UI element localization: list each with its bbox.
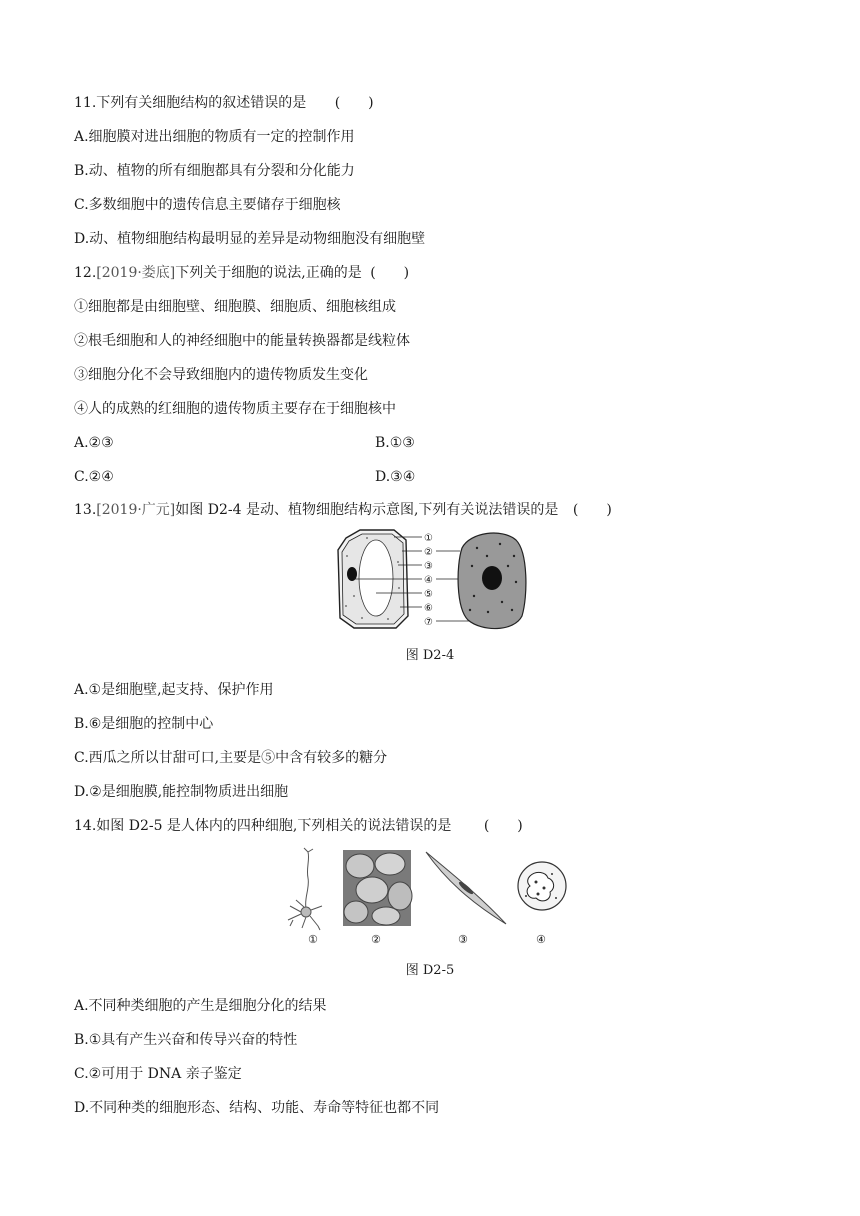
q12-option-a: A.②③	[74, 435, 114, 451]
q13-option-a: A.①是细胞壁,起支持、保护作用	[74, 682, 274, 698]
q11-option-a: A.细胞膜对进出细胞的物质有一定的控制作用	[74, 129, 355, 145]
vacuole	[359, 540, 393, 616]
q12-statement-4: ④人的成熟的红细胞的遗传物质主要存在于细胞核中	[74, 401, 396, 417]
figure-caption-d2-5: 图 D2-5	[405, 963, 455, 978]
label-4: ④	[424, 575, 433, 586]
cell-structure-figure	[332, 526, 532, 634]
q14-stem: 14.如图 D2-5 是人体内的四种细胞,下列相关的说法错误的是 ( )	[74, 818, 523, 834]
label-6: ⑥	[424, 603, 433, 614]
q12-stem: 12.[2019·娄底]下列关于细胞的说法,正确的是 ( )	[74, 265, 410, 281]
animal-nucleus	[482, 566, 502, 590]
figure-caption-d2-4: 图 D2-4	[405, 648, 455, 663]
label-2: ②	[424, 547, 433, 558]
red-blood-cells-image	[343, 850, 412, 926]
muscle-cell-image	[426, 852, 506, 924]
q12-option-b: B.①③	[375, 435, 415, 451]
answer-bracket: ( )	[370, 265, 410, 281]
q12-option-c: C.②④	[74, 469, 114, 485]
answer-bracket: ( )	[483, 818, 523, 834]
q13-option-d: D.②是细胞膜,能控制物质进出细胞	[74, 784, 289, 800]
label-3: ③	[424, 561, 433, 572]
q12-statement-1: ①细胞都是由细胞壁、细胞膜、细胞质、细胞核组成	[74, 299, 396, 315]
q14-option-a: A.不同种类细胞的产生是细胞分化的结果	[74, 998, 327, 1014]
fig5-label-1: ①	[308, 933, 318, 946]
source-tag: [2019·娄底]	[96, 265, 176, 281]
label-7: ⑦	[424, 617, 433, 628]
fig5-label-4: ④	[536, 933, 546, 946]
q11-stem: 11.下列有关细胞结构的叙述错误的是 ( )	[74, 95, 374, 111]
q11-option-d: D.动、植物细胞结构最明显的差异是动物细胞没有细胞壁	[74, 231, 426, 247]
fig5-label-2: ②	[371, 933, 381, 946]
neuron-cell-image	[288, 848, 322, 930]
fig5-label-3: ③	[458, 933, 468, 946]
q11-option-c: C.多数细胞中的遗传信息主要储存于细胞核	[74, 197, 341, 213]
q12-statement-3: ③细胞分化不会导致细胞内的遗传物质发生变化	[74, 367, 368, 383]
label-5: ⑤	[424, 589, 433, 600]
answer-bracket: ( )	[572, 502, 612, 518]
q13-option-c: C.西瓜之所以甘甜可口,主要是⑤中含有较多的糖分	[74, 750, 388, 766]
human-cells-figure	[280, 846, 580, 946]
q13-stem: 13.[2019·广元]如图 D2-4 是动、植物细胞结构示意图,下列有关说法错误的是 ( )	[74, 502, 612, 518]
q12-option-d: D.③④	[375, 469, 416, 485]
label-1: ①	[424, 533, 433, 544]
q13-option-b: B.⑥是细胞的控制中心	[74, 716, 214, 732]
q12-statement-2: ②根毛细胞和人的神经细胞中的能量转换器都是线粒体	[74, 333, 410, 349]
white-blood-cell-image	[518, 862, 566, 910]
q11-option-b: B.动、植物的所有细胞都具有分裂和分化能力	[74, 163, 355, 179]
q14-option-b: B.①具有产生兴奋和传导兴奋的特性	[74, 1032, 298, 1048]
answer-bracket: ( )	[334, 95, 374, 111]
source-tag: [2019·广元]	[96, 502, 176, 518]
q14-option-d: D.不同种类的细胞形态、结构、功能、寿命等特征也都不同	[74, 1100, 440, 1116]
q14-option-c: C.②可用于 DNA 亲子鉴定	[74, 1066, 242, 1082]
